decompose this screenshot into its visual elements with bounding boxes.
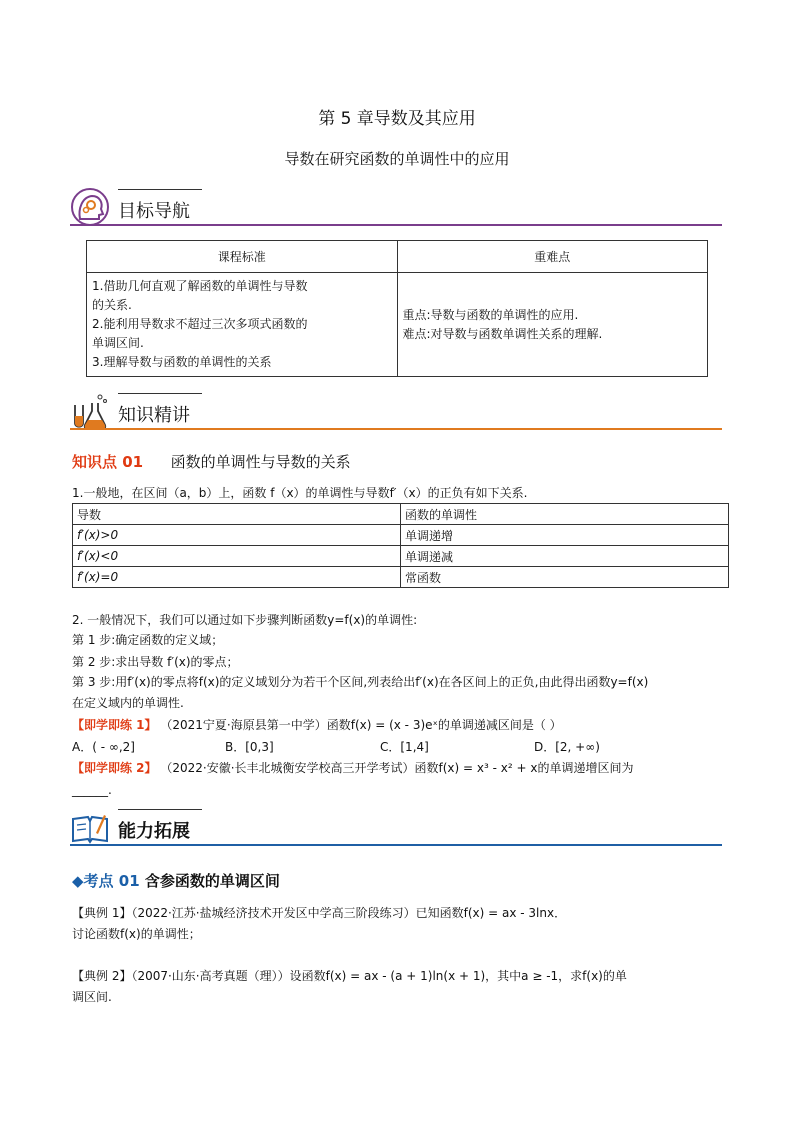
example-1-tag: 【典例 1】	[72, 906, 132, 920]
section-knowledge-label: 知识精讲	[118, 405, 190, 426]
exam-point-label: ◆考点 01	[72, 872, 140, 890]
section-goals-header	[70, 187, 722, 233]
section-extension-topline	[118, 809, 202, 810]
goals-table	[86, 240, 708, 377]
section-extension-header	[70, 807, 722, 853]
section-goals-topline	[118, 189, 202, 190]
chapter-title: 第 5 章导数及其应用	[318, 109, 476, 129]
goals-header-standard: 课程标准	[87, 241, 398, 273]
deriv-header-derivative: 导数	[73, 504, 401, 525]
table-row	[73, 567, 729, 588]
option-a: A．( - ∞,2]	[72, 740, 135, 754]
section-extension-rule	[70, 844, 722, 846]
option-d: D．[2, +∞)	[534, 740, 600, 754]
goals-keypoints-cell	[397, 273, 708, 377]
deriv-cell: f′(x)=0	[73, 567, 401, 588]
knowledge-point-heading	[72, 451, 351, 472]
standard-line: 的关系.	[92, 298, 132, 312]
section-knowledge-rule	[70, 428, 722, 430]
table-row	[73, 546, 729, 567]
standard-line: 1.借助几何直观了解函数的单调性与导数	[92, 279, 308, 293]
option-b: B．[0,3]	[225, 740, 274, 754]
table-row	[73, 525, 729, 546]
standard-line: 2.能利用导数求不超过三次多项式函数的	[92, 317, 308, 331]
example-2-line2: 调区间.	[72, 990, 112, 1004]
practice-2	[72, 759, 724, 777]
step-line: 第 2 步:求出导数 f′(x)的零点；	[72, 655, 239, 669]
brain-gears-icon	[70, 187, 110, 227]
example-1-line2: 讨论函数f(x)的单调性；	[72, 927, 201, 941]
option-c: C．[1,4]	[380, 740, 429, 754]
practice-1-tag: 【即学即练 1】	[72, 718, 157, 732]
exam-point-title: 含参函数的单调区间	[144, 872, 280, 890]
example-1-text: （2022·江苏·盐城经济技术开发区中学高三阶段练习）已知函数f(x) = ax - 3lnx．	[131, 906, 567, 920]
lesson-title: 导数在研究函数的单调性中的应用	[284, 150, 510, 168]
standard-line: 单调区间.	[92, 336, 144, 350]
flask-icon	[70, 391, 110, 431]
derivative-table	[72, 503, 729, 588]
practice-2-text: （2022·安徽·长丰北城衡安学校高三开学考试）函数f(x) = x³ - x² + x的单调递增区间为	[160, 761, 634, 775]
section-goals-rule	[70, 224, 722, 226]
section-knowledge-header	[70, 391, 722, 437]
deriv-cell: f′(x)>0	[73, 525, 401, 546]
example-2-tag: 【典例 2】	[72, 969, 132, 983]
book-icon	[70, 807, 110, 847]
step-line: 在定义域内的单调性.	[72, 696, 184, 710]
section-extension-label: 能力拓展	[118, 821, 190, 842]
goals-header-keypoints: 重难点	[397, 241, 708, 273]
example-2	[72, 967, 724, 985]
paragraph-2: 2. 一般情况下，我们可以通过如下步骤判断函数y=f(x)的单调性:	[72, 613, 418, 627]
practice-2-blank: ______.	[72, 783, 112, 797]
standard-line: 3.理解导数与函数的单调性的关系	[92, 355, 272, 369]
example-1	[72, 904, 724, 922]
example-2-text: （2007·山东·高考真题（理））设函数f(x) = ax - (a + 1)ln(x + 1)，其中a ≥ -1，求f(x)的单	[131, 969, 627, 983]
knowledge-point-title: 函数的单调性与导数的关系	[170, 453, 351, 471]
goals-standard-cell	[87, 273, 398, 377]
step-line: 第 3 步:用f′(x)的零点将f(x)的定义域划分为若干个区间,列表给出f′(x)在各区间上的正负,由此得出函数y=f(x)	[72, 675, 649, 689]
step-line: 第 1 步:确定函数的定义域；	[72, 633, 224, 647]
deriv-cell: 常函数	[401, 567, 729, 588]
deriv-cell: f′(x)<0	[73, 546, 401, 567]
deriv-cell: 单调递增	[401, 525, 729, 546]
deriv-cell: 单调递减	[401, 546, 729, 567]
practice-2-tag: 【即学即练 2】	[72, 761, 157, 775]
keypoint-line: 难点:对导数与函数单调性关系的理解.	[402, 326, 603, 341]
keypoint-line: 重点:导数与函数的单调性的应用.	[402, 307, 579, 322]
practice-1-text: （2021宁夏·海原县第一中学）函数f(x) = (x - 3)eˣ的单调递减区间是（ ）	[160, 718, 562, 732]
deriv-header-monotonicity: 函数的单调性	[401, 504, 729, 525]
paragraph-1: 1.一般地，在区间（a，b）上，函数 f（x）的单调性与导数f′（x）的正负有如下关系.	[72, 486, 528, 500]
practice-1	[72, 716, 724, 734]
exam-point-heading	[72, 870, 280, 891]
section-knowledge-topline	[118, 393, 202, 394]
knowledge-point-label: 知识点 01	[72, 453, 144, 471]
section-goals-label: 目标导航	[118, 201, 190, 222]
